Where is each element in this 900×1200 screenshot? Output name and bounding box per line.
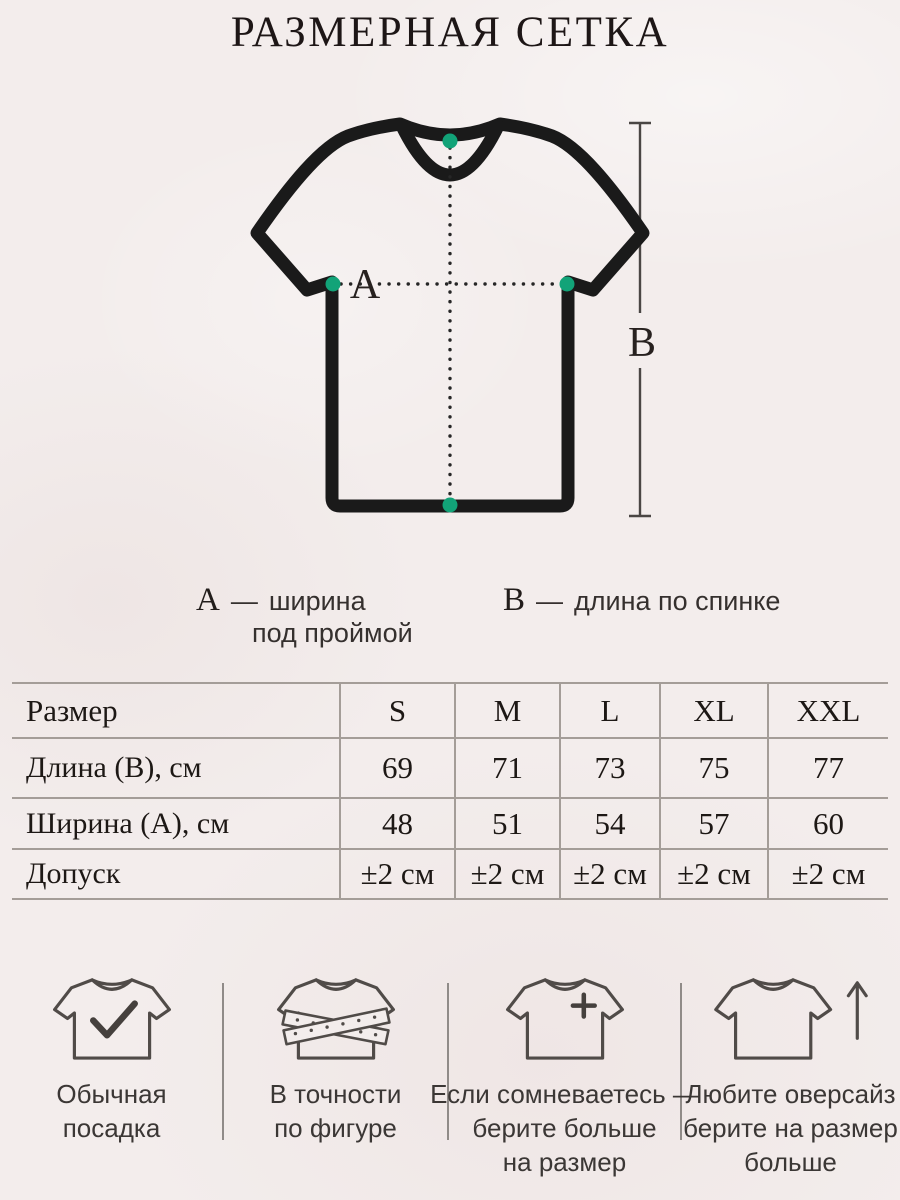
size-table-cell: 69 — [339, 737, 454, 797]
size-table-cell: ±2 см — [767, 848, 888, 898]
size-table-header-cell: M — [454, 682, 559, 737]
size-table-header-cell: S — [339, 682, 454, 737]
tshirt-outline — [257, 124, 643, 506]
dotted-guides — [341, 148, 559, 500]
size-table-cell: ±2 см — [559, 848, 659, 898]
fit-item-caption: В точности по фигуре — [269, 1079, 402, 1143]
fit-item-regular — [0, 969, 223, 1145]
legend-b-text: длина по спинке — [574, 586, 781, 616]
diagram-label-a: А — [349, 262, 381, 308]
fit-item-caption: Любите оверсайз берите на размер больше — [683, 1079, 898, 1177]
tshirt-arrow-up-icon — [708, 969, 873, 1063]
fit-item-caption: Если сомневаетесь — берите больше на размер — [430, 1079, 699, 1177]
size-table — [12, 682, 888, 900]
size-table-cell: Допуск — [12, 848, 339, 898]
legend-a-text: ширина — [268, 586, 366, 616]
fit-item-oversize — [681, 969, 900, 1179]
size-table-cell: ±2 см — [659, 848, 767, 898]
size-table-header-cell: L — [559, 682, 659, 737]
page-title: РАЗМЕРНАЯ СЕТКА — [230, 9, 670, 56]
legend-a — [196, 582, 366, 619]
size-table-cell: Ширина (А), см — [12, 797, 339, 848]
size-table-cell: Длина (В), см — [12, 737, 339, 797]
size-table-cell: 71 — [454, 737, 559, 797]
size-table-header-cell: Размер — [12, 682, 339, 737]
size-table-cell: 60 — [767, 797, 888, 848]
size-table-cell: ±2 см — [454, 848, 559, 898]
size-table-cell: 73 — [559, 737, 659, 797]
diagram-label-b: В — [627, 320, 657, 366]
fit-item-exact — [223, 969, 448, 1145]
fit-item-size-up — [430, 969, 699, 1179]
size-table-cell: 75 — [659, 737, 767, 797]
size-table-header-cell: XL — [659, 682, 767, 737]
size-table-header-cell: XXL — [767, 682, 888, 737]
size-table-cell: 54 — [559, 797, 659, 848]
size-table-cell: ±2 см — [339, 848, 454, 898]
legend-a-dash: — — [230, 586, 258, 616]
tshirt-check-icon — [47, 969, 177, 1063]
size-table-cell: 48 — [339, 797, 454, 848]
legend-a-letter: А — [196, 582, 220, 618]
size-table-cell: 51 — [454, 797, 559, 848]
legend-b-letter: В — [503, 582, 526, 618]
tshirt-tape-icon — [269, 969, 403, 1063]
size-table-cell: 57 — [659, 797, 767, 848]
legend-b-dash: — — [536, 586, 564, 616]
legend-a-line2: под проймой — [252, 618, 413, 648]
legend-b — [503, 582, 780, 619]
size-table-cell: 77 — [767, 737, 888, 797]
tshirt-plus-icon — [500, 969, 630, 1063]
fit-item-caption: Обычная посадка — [56, 1079, 167, 1143]
